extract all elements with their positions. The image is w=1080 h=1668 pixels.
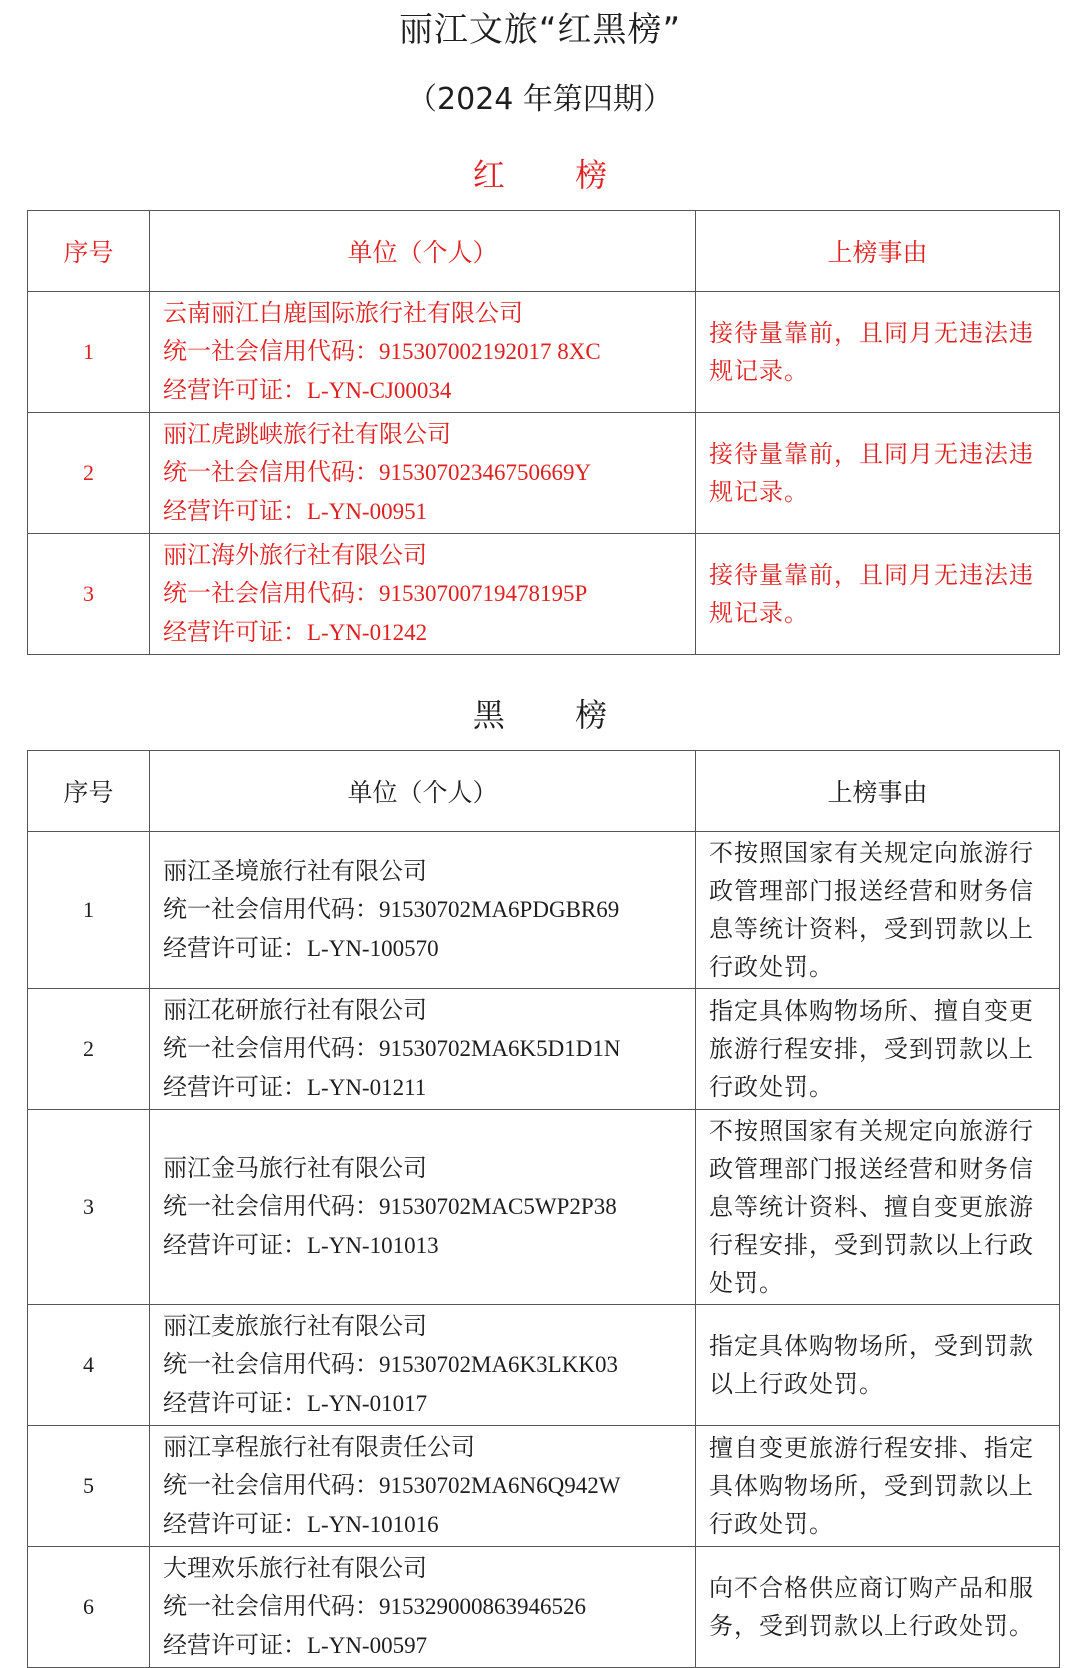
row-unit bbox=[150, 1110, 696, 1305]
row-reason: 接待量靠前，且同月无违法违规记录。 bbox=[696, 413, 1060, 534]
license-number: L-YN-100570 bbox=[307, 936, 439, 961]
header-reason: 上榜事由 bbox=[696, 211, 1060, 292]
table-row bbox=[28, 832, 1060, 989]
row-reason: 向不合格供应商订购产品和服务，受到罚款以上行政处罚。 bbox=[696, 1547, 1060, 1668]
unit-name: 丽江享程旅行社有限责任公司 bbox=[163, 1433, 475, 1461]
header-num: 序号 bbox=[28, 751, 150, 832]
red-list-table bbox=[27, 210, 1060, 655]
row-num: 2 bbox=[28, 989, 150, 1110]
license-label: 经营许可证： bbox=[163, 1510, 307, 1538]
row-num: 4 bbox=[28, 1305, 150, 1426]
header-unit: 单位（个人） bbox=[150, 211, 696, 292]
row-unit bbox=[150, 534, 696, 655]
license-number: L-YN-01211 bbox=[307, 1075, 427, 1100]
row-unit bbox=[150, 292, 696, 413]
table-row bbox=[28, 413, 1060, 534]
license-label: 经营许可证： bbox=[163, 1631, 307, 1659]
row-num: 1 bbox=[28, 832, 150, 989]
page-title: 丽江文旅“红黑榜” bbox=[398, 10, 682, 50]
table-row bbox=[28, 534, 1060, 655]
red-table-header bbox=[28, 211, 1060, 292]
row-num: 3 bbox=[28, 534, 150, 655]
license-label: 经营许可证： bbox=[163, 1389, 307, 1417]
unit-name: 丽江麦旅旅行社有限公司 bbox=[163, 1312, 427, 1340]
credit-code: 91530702MA6K5D1D1N bbox=[379, 1036, 621, 1061]
license-number: L-YN-01017 bbox=[307, 1391, 428, 1416]
code-label: 统一社会信用代码： bbox=[163, 579, 379, 607]
table-row bbox=[28, 292, 1060, 413]
license-label: 经营许可证： bbox=[163, 1231, 307, 1259]
credit-code: 91530702MA6PDGBR69 bbox=[379, 897, 620, 922]
black-list-title: 黑 榜 bbox=[472, 696, 638, 734]
code-label: 统一社会信用代码： bbox=[163, 1350, 379, 1378]
code-label: 统一社会信用代码： bbox=[163, 1034, 379, 1062]
row-num: 6 bbox=[28, 1547, 150, 1668]
unit-name: 丽江金马旅行社有限公司 bbox=[163, 1154, 427, 1182]
row-reason: 擅自变更旅游行程安排、指定具体购物场所，受到罚款以上行政处罚。 bbox=[696, 1426, 1060, 1547]
black-table-header bbox=[28, 751, 1060, 832]
code-label: 统一社会信用代码： bbox=[163, 337, 379, 365]
license-number: L-YN-00597 bbox=[307, 1633, 428, 1658]
license-label: 经营许可证： bbox=[163, 618, 307, 646]
row-reason: 接待量靠前，且同月无违法违规记录。 bbox=[696, 292, 1060, 413]
unit-name: 云南丽江白鹿国际旅行社有限公司 bbox=[163, 299, 523, 327]
table-row bbox=[28, 989, 1060, 1110]
code-label: 统一社会信用代码： bbox=[163, 895, 379, 923]
license-number: L-YN-101016 bbox=[307, 1512, 439, 1537]
code-label: 统一社会信用代码： bbox=[163, 1592, 379, 1620]
unit-name: 丽江海外旅行社有限公司 bbox=[163, 541, 427, 569]
row-unit bbox=[150, 832, 696, 989]
page-subtitle: （2024 年第四期） bbox=[407, 82, 673, 117]
credit-code: 91530702MA6K3LKK03 bbox=[379, 1352, 618, 1377]
table-row bbox=[28, 1547, 1060, 1668]
row-unit bbox=[150, 1547, 696, 1668]
credit-code: 915329000863946526 bbox=[379, 1594, 586, 1619]
row-num: 2 bbox=[28, 413, 150, 534]
credit-code: 91530702346750669Y bbox=[379, 460, 592, 485]
header-reason: 上榜事由 bbox=[696, 751, 1060, 832]
license-number: L-YN-00951 bbox=[307, 499, 428, 524]
code-label: 统一社会信用代码： bbox=[163, 1192, 379, 1220]
row-unit bbox=[150, 1305, 696, 1426]
unit-name: 大理欢乐旅行社有限公司 bbox=[163, 1554, 427, 1582]
license-label: 经营许可证： bbox=[163, 376, 307, 404]
credit-code: 91530702MA6N6Q942W bbox=[379, 1473, 621, 1498]
table-row bbox=[28, 1110, 1060, 1305]
credit-code: 915307002192017 8XC bbox=[379, 339, 601, 364]
credit-code: 91530702MAC5WP2P38 bbox=[379, 1194, 617, 1219]
row-unit bbox=[150, 1426, 696, 1547]
license-label: 经营许可证： bbox=[163, 934, 307, 962]
unit-name: 丽江花研旅行社有限公司 bbox=[163, 996, 427, 1024]
header-unit: 单位（个人） bbox=[150, 751, 696, 832]
unit-name: 丽江圣境旅行社有限公司 bbox=[163, 857, 427, 885]
license-label: 经营许可证： bbox=[163, 1073, 307, 1101]
header-num: 序号 bbox=[28, 211, 150, 292]
unit-name: 丽江虎跳峡旅行社有限公司 bbox=[163, 420, 451, 448]
row-num: 5 bbox=[28, 1426, 150, 1547]
row-unit bbox=[150, 413, 696, 534]
credit-code: 91530700719478195P bbox=[379, 581, 588, 606]
table-row bbox=[28, 1305, 1060, 1426]
table-row bbox=[28, 1426, 1060, 1547]
row-reason: 指定具体购物场所、擅自变更旅游行程安排，受到罚款以上行政处罚。 bbox=[696, 989, 1060, 1110]
license-label: 经营许可证： bbox=[163, 497, 307, 525]
row-reason: 接待量靠前，且同月无违法违规记录。 bbox=[696, 534, 1060, 655]
row-unit bbox=[150, 989, 696, 1110]
row-reason: 不按照国家有关规定向旅游行政管理部门报送经营和财务信息等统计资料、擅自变更旅游行程安排，受到罚款以上行政处罚。 bbox=[696, 1110, 1060, 1305]
code-label: 统一社会信用代码： bbox=[163, 458, 379, 486]
license-number: L-YN-101013 bbox=[307, 1233, 439, 1258]
row-reason: 不按照国家有关规定向旅游行政管理部门报送经营和财务信息等统计资料，受到罚款以上行政处罚。 bbox=[696, 832, 1060, 989]
row-reason: 指定具体购物场所，受到罚款以上行政处罚。 bbox=[696, 1305, 1060, 1426]
license-number: L-YN-CJ00034 bbox=[307, 378, 452, 403]
black-list-table bbox=[27, 750, 1060, 1668]
license-number: L-YN-01242 bbox=[307, 620, 428, 645]
code-label: 统一社会信用代码： bbox=[163, 1471, 379, 1499]
red-list-title: 红 榜 bbox=[472, 156, 638, 194]
row-num: 1 bbox=[28, 292, 150, 413]
row-num: 3 bbox=[28, 1110, 150, 1305]
